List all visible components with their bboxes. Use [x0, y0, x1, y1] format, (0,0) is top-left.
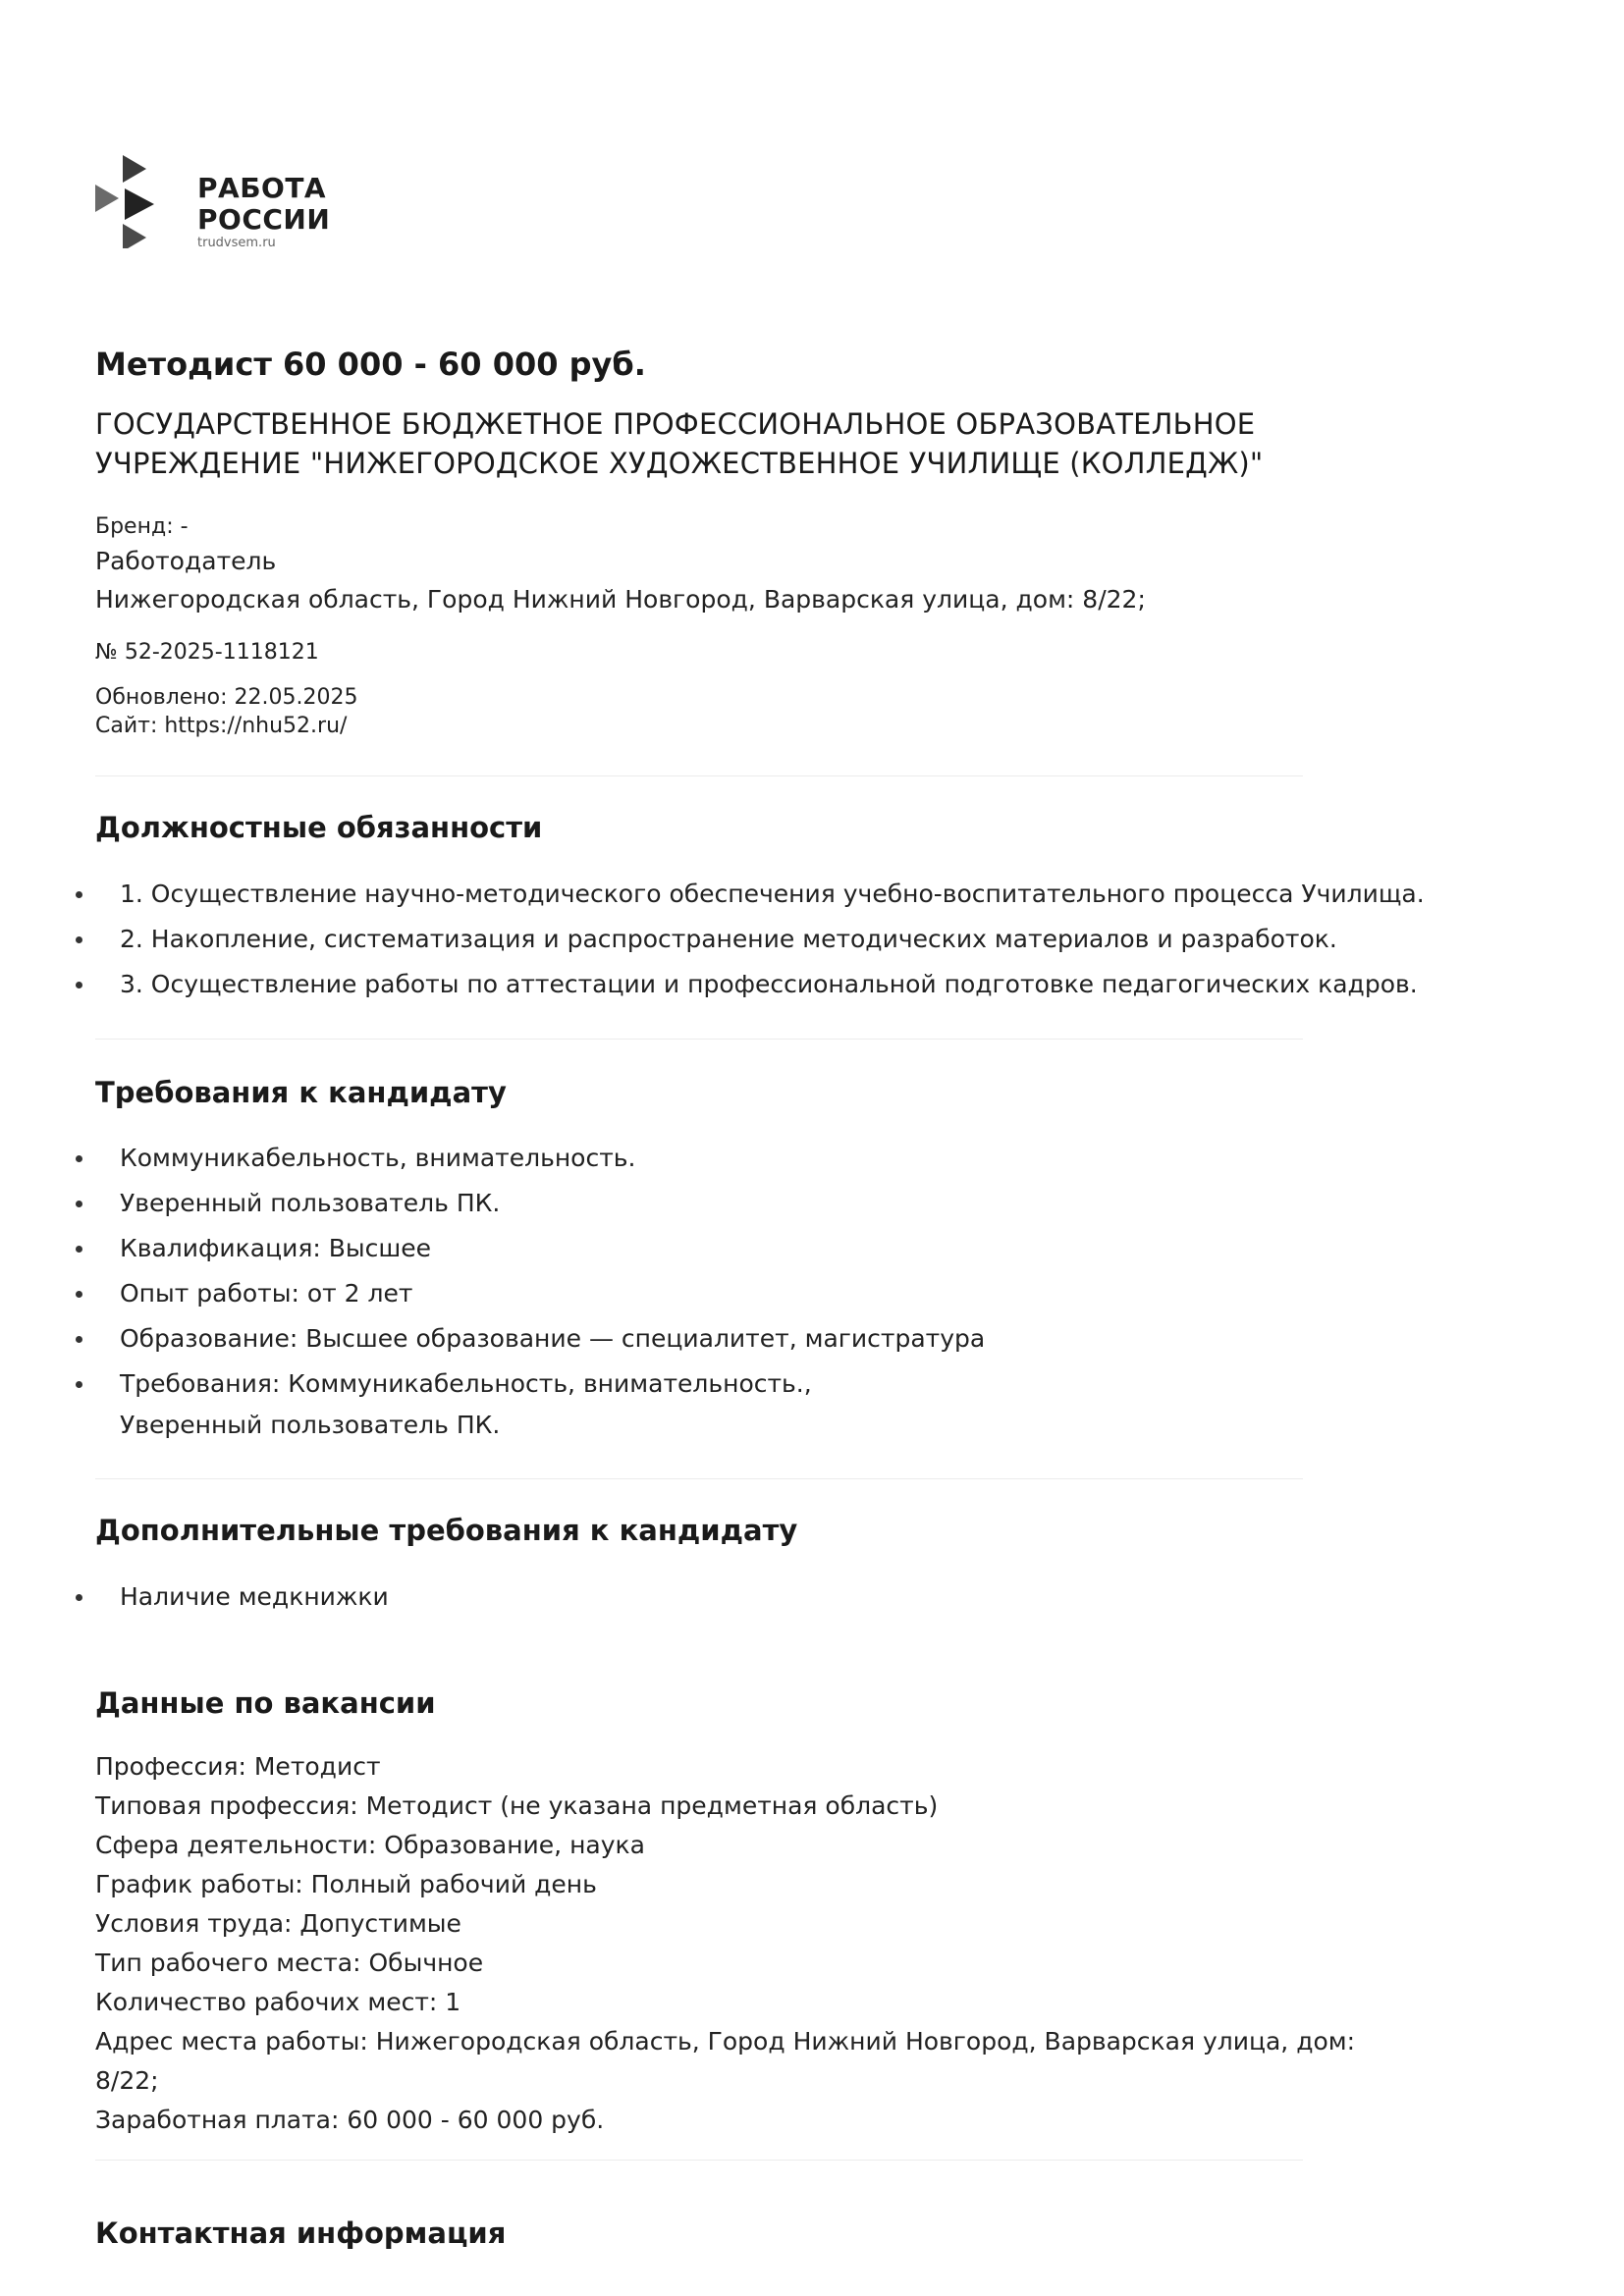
detail-row: Профессия: Методист — [95, 1752, 381, 1781]
detail-row: Адрес места работы: Нижегородская область, Город Нижний Новгород, Варварская улица, дом: — [95, 2027, 1356, 2056]
detail-row: Заработная плата: 60 000 - 60 000 руб. — [95, 2106, 605, 2134]
list-item: Требования: Коммуникабельность, внимательность., Уверенный пользователь ПК. — [95, 1362, 1548, 1446]
detail-row: Типовая профессия: Методист (не указана предметная область) — [95, 1791, 939, 1820]
list-item: Квалификация: Высшее — [95, 1226, 1548, 1271]
logo-arrows-icon — [95, 155, 189, 248]
list-item: Коммуникабельность, внимательность. — [95, 1136, 1548, 1181]
logo-domain: trudvsem.ru — [197, 236, 276, 250]
divider — [95, 1478, 1303, 1479]
list-item: 3. Осуществление работы по аттестации и профессиональной подготовке педагогических кадров. — [95, 962, 1548, 1007]
site-link[interactable]: Сайт: https://nhu52.ru/ — [95, 714, 348, 738]
additional-list — [95, 1575, 1548, 1620]
vacancy-number: № 52-2025-1118121 — [95, 640, 319, 665]
detail-row: График работы: Полный рабочий день — [95, 1870, 597, 1898]
detail-row: 8/22; — [95, 2066, 159, 2095]
detail-row: Тип рабочего места: Обычное — [95, 1949, 484, 1977]
detail-row: Условия труда: Допустимые — [95, 1909, 461, 1938]
logo-wordmark: РАБОТА РОССИИ — [197, 172, 331, 236]
list-item: Уверенный пользователь ПК. — [95, 1181, 1548, 1226]
requirements-list — [95, 1136, 1548, 1446]
divider — [95, 2160, 1303, 2161]
divider — [95, 1039, 1303, 1040]
list-item: 2. Накопление, систематизация и распространение методических материалов и разработок. — [95, 917, 1548, 962]
organization-name: ГОСУДАРСТВЕННОЕ БЮДЖЕТНОЕ ПРОФЕССИОНАЛЬНОЕ ОБРАЗОВАТЕЛЬНОЕ УЧРЕЖДЕНИЕ "НИЖЕГОРОДСКОЕ ХУДОЖЕСТВЕННОЕ УЧИЛИЩЕ (КОЛЛЕДЖ)" — [95, 407, 1264, 480]
brand-line: Бренд: - — [95, 514, 189, 539]
employer-address: Нижегородская область, Город Нижний Новгород, Варварская улица, дом: 8/22; — [95, 585, 1146, 614]
details-heading: Данные по вакансии — [95, 1686, 436, 1720]
list-item: 1. Осуществление научно-методического обеспечения учебно-воспитательного процесса Училища. — [95, 872, 1548, 917]
contacts-heading: Контактная информация — [95, 2216, 507, 2250]
updated-date: Обновлено: 22.05.2025 — [95, 685, 358, 710]
details-list — [95, 1747, 1470, 2140]
logo — [95, 155, 351, 253]
requirements-heading: Требования к кандидату — [95, 1076, 507, 1109]
duties-list — [95, 872, 1548, 1007]
duties-heading: Должностные обязанности — [95, 811, 543, 844]
employer-label: Работодатель — [95, 547, 277, 575]
divider — [95, 775, 1303, 776]
list-item: Образование: Высшее образование — специалитет, магистратура — [95, 1316, 1548, 1362]
list-item: Опыт работы: от 2 лет — [95, 1271, 1548, 1316]
detail-row: Количество рабочих мест: 1 — [95, 1988, 461, 2016]
vacancy-title: Методист 60 000 - 60 000 руб. — [95, 346, 646, 383]
list-item: Наличие медкнижки — [95, 1575, 1548, 1620]
detail-row: Сфера деятельности: Образование, наука — [95, 1831, 645, 1859]
additional-heading: Дополнительные требования к кандидату — [95, 1514, 798, 1547]
